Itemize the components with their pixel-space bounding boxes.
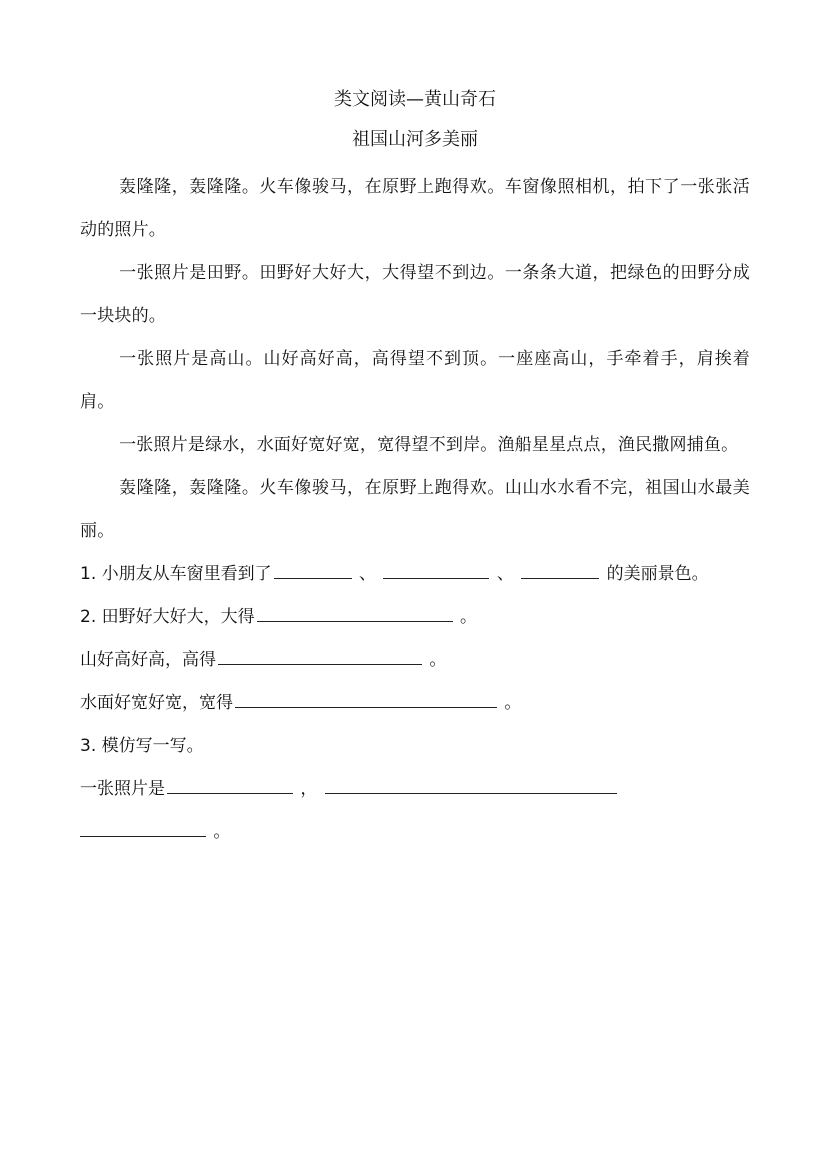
question-1-suffix: 的美丽景色。 (606, 564, 709, 584)
article-paragraph: 一张照片是高山。山好高好高，高得望不到顶。一座座高山，手牵着手，肩挨着肩。 (80, 349, 750, 412)
answer-blank[interactable] (274, 558, 352, 579)
question-2-prefix: 2. 田野好大好大，大得 (80, 607, 255, 627)
question-1-prefix: 1. 小朋友从车窗里看到了 (80, 564, 272, 584)
article-body (80, 166, 750, 553)
answer-blank[interactable] (257, 601, 453, 622)
page-title: 类文阅读—黄山奇石 (334, 89, 496, 110)
question-2-line-3 (80, 682, 750, 725)
question-1 (80, 553, 750, 596)
question-2-line-1 (80, 596, 750, 639)
worksheet-page (80, 84, 750, 854)
question-2-line-2-prefix: 山好高好高，高得 (80, 650, 216, 670)
answer-blank[interactable] (521, 558, 599, 579)
answer-blank[interactable] (383, 558, 489, 579)
article-paragraph: 轰隆隆，轰隆隆。火车像骏马，在原野上跑得欢。车窗像照相机，拍下了一张张活动的照片。 (80, 177, 750, 240)
article-paragraph: 一张照片是田野。田野好大好大，大得望不到边。一条条大道，把绿色的田野分成一块块的。 (80, 263, 750, 326)
separator: 、 (496, 564, 514, 584)
question-3-line-1 (80, 768, 750, 811)
question-3-line-2 (80, 811, 750, 854)
period: 。 (429, 650, 447, 670)
answer-blank[interactable] (80, 816, 206, 837)
answer-blank[interactable] (235, 687, 497, 708)
answer-blank[interactable] (325, 773, 617, 794)
question-3-label: 3. 模仿写一写。 (80, 736, 204, 756)
period: 。 (213, 822, 231, 842)
article-paragraph: 一张照片是绿水，水面好宽好宽，宽得望不到岸。渔船星星点点，渔民撒网捕鱼。 (119, 435, 739, 455)
answer-blank[interactable] (218, 644, 422, 665)
question-section (80, 553, 750, 854)
question-2-line-2 (80, 639, 750, 682)
answer-blank[interactable] (167, 773, 293, 794)
article-title: 祖国山河多美丽 (352, 129, 478, 150)
period: 。 (460, 607, 478, 627)
period: 。 (504, 693, 522, 713)
article-paragraph: 轰隆隆，轰隆隆。火车像骏马，在原野上跑得欢。山山水水看不完，祖国山水最美丽。 (80, 478, 750, 541)
question-3-prefix: 一张照片是 (80, 779, 165, 799)
comma: ， (300, 779, 318, 799)
separator: 、 (359, 564, 377, 584)
question-2-line-3-prefix: 水面好宽好宽，宽得 (80, 693, 233, 713)
